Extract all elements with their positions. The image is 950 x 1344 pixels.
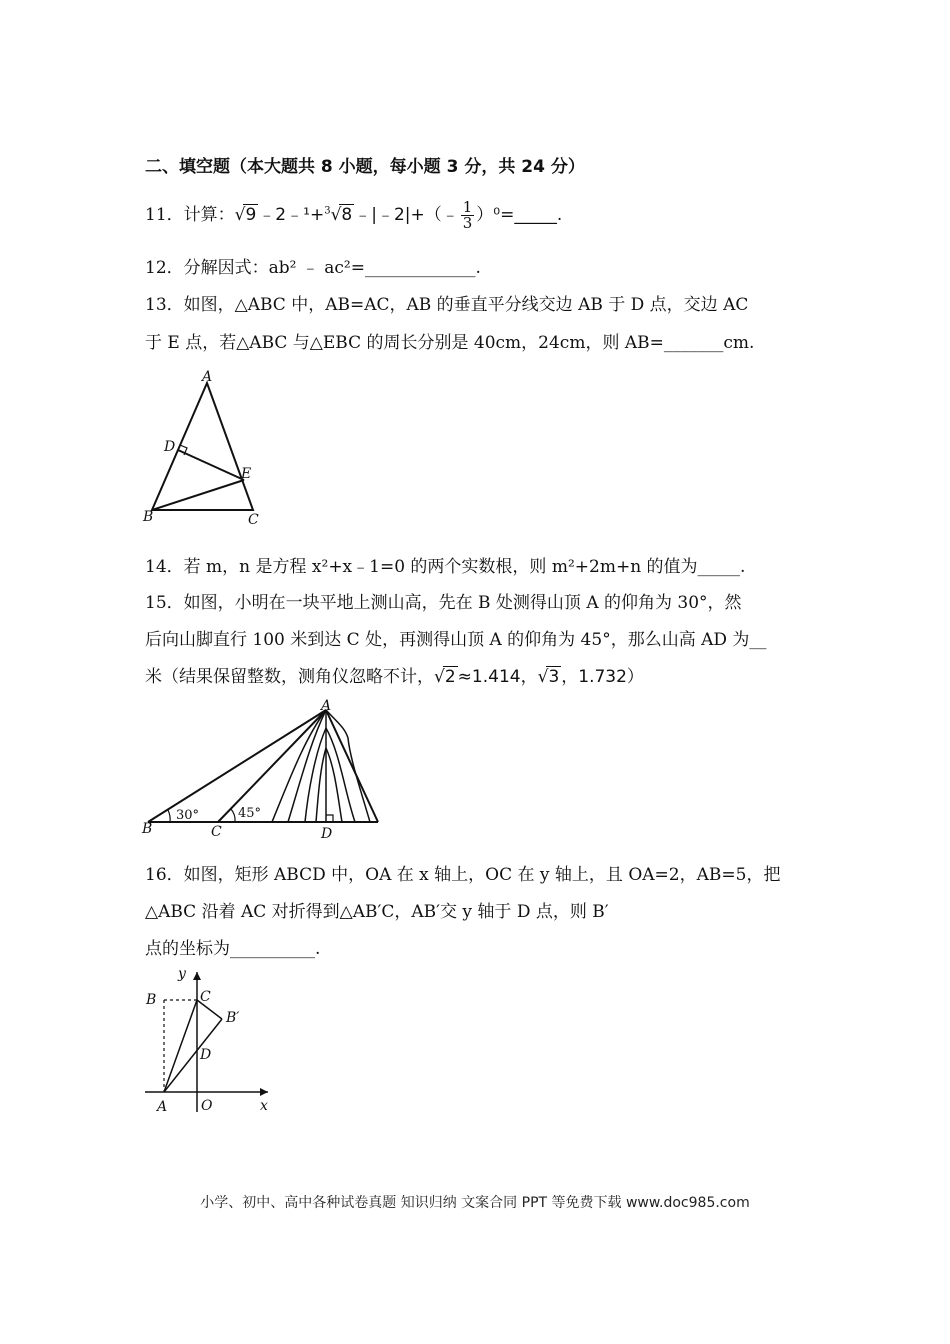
fig15-label-A: A	[321, 698, 332, 714]
q11-cbrt8: 8	[341, 205, 353, 225]
figure-13-triangle	[140, 365, 280, 535]
q15-line3-c: ，1.732）	[561, 667, 644, 687]
question-16-line2: △ABC 沿着 AC 对折得到△AB′C，AB′交 y 轴于 D 点，则 B′	[145, 902, 609, 922]
question-15-line2: 后向山脚直行 100 米到达 C 处，再测得山顶 A 的仰角为 45°，那么山高 AD 为__	[145, 630, 767, 650]
fig16-label-B: B	[146, 992, 157, 1008]
fig16-label-A: A	[157, 1099, 168, 1115]
q11-mid2: ﹣|﹣2|+（﹣	[354, 205, 459, 225]
question-15-line3: 米（结果保留整数，测角仪忽略不计，√2 ≈1.414，√3 ，1.732）	[145, 667, 644, 687]
question-16-line1: 16．如图，矩形 ABCD 中，OA 在 x 轴上，OC 在 y 轴上，且 OA=2，AB=5，把	[145, 865, 781, 885]
fig16-label-C: C	[200, 989, 211, 1005]
q11-suffix: ）⁰=_____.	[476, 205, 563, 225]
q11-frac-den: 3	[462, 214, 473, 232]
q15-sqrt3: 3	[548, 667, 560, 687]
fig15-angle-45: 45°	[238, 806, 262, 821]
fig16-label-Bprime: B′	[226, 1010, 240, 1026]
question-15-line1: 15．如图，小明在一块平地上测山高，先在 B 处测得山顶 A 的仰角为 30°，然	[145, 593, 742, 613]
question-13-line2: 于 E 点，若△ABC 与△EBC 的周长分别是 40cm，24cm，则 AB=_______cm.	[145, 333, 755, 353]
q11-mid: ﹣2﹣¹+	[258, 205, 325, 225]
question-11: 11．计算：√9 ﹣2﹣¹+$^3$√8 ﹣|﹣2|+（﹣ $\frac{1}{3}$ ）⁰=_____.	[145, 198, 563, 232]
fig13-label-E: E	[241, 466, 252, 482]
q11-fraction	[461, 200, 475, 231]
fig15-label-B: B	[142, 821, 153, 837]
fig15-label-C: C	[211, 824, 222, 840]
fig13-label-A: A	[202, 369, 213, 385]
q11-sqrt9: 9	[245, 205, 257, 225]
fig13-label-C: C	[248, 512, 259, 528]
fig16-label-x: x	[260, 1098, 268, 1114]
figure-16-rectangle-fold	[140, 962, 280, 1117]
q11-cbrt-index: 3	[324, 205, 331, 217]
figure-15-mountain	[140, 698, 390, 843]
fig15-label-D: D	[321, 826, 333, 842]
q15-line3-a: 米（结果保留整数，测角仪忽略不计，	[145, 667, 434, 687]
fig16-label-D: D	[200, 1047, 212, 1063]
q11-frac-num: 1	[462, 198, 473, 216]
fig13-label-B: B	[143, 509, 154, 525]
question-13-line1: 13．如图，△ABC 中，AB=AC，AB 的垂直平分线交边 AB 于 D 点，交边 AC	[145, 295, 749, 315]
question-14: 14．若 m，n 是方程 x²+x﹣1=0 的两个实数根，则 m²+2m+n 的值为_____.	[145, 557, 746, 577]
question-12: 12．分解因式：ab² ﹣ ac²=_____________.	[145, 258, 481, 278]
fig16-label-y: y	[178, 966, 186, 982]
page-footer: 小学、初中、高中各种试卷真题 知识归纳 文案合同 PPT 等免费下载 www.doc985.com	[200, 1195, 750, 1211]
fig16-label-O: O	[201, 1098, 213, 1114]
q11-prefix: 11．计算：	[145, 205, 235, 225]
question-16-line3: 点的坐标为__________.	[145, 939, 321, 959]
section-heading: 二、填空题（本大题共 8 小题，每小题 3 分，共 24 分）	[145, 157, 585, 177]
q15-line3-b: ≈1.414，	[457, 667, 538, 687]
fig15-angle-30: 30°	[176, 808, 200, 823]
q15-sqrt2: 2	[444, 667, 456, 687]
fig13-label-D: D	[164, 439, 176, 455]
